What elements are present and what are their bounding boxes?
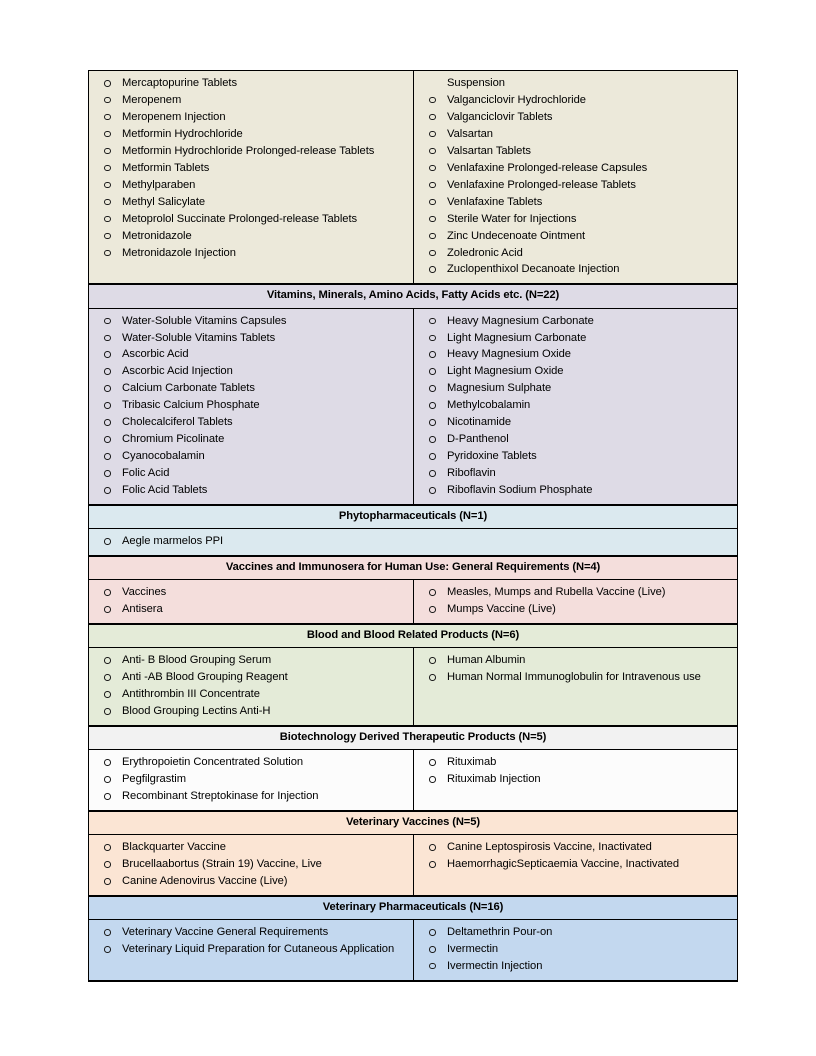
column-left: [89, 71, 414, 283]
monograph-list-left: [94, 533, 732, 549]
list-item[interactable]: [419, 941, 732, 957]
list-item-label: Human Normal Immunoglobulin for Intravenous use: [447, 671, 701, 684]
category-section-blood-products: [89, 624, 737, 726]
list-item-label: Water-Soluble Vitamins Capsules: [122, 314, 287, 327]
list-item-label: Rituximab: [447, 756, 497, 769]
section-body-continued-alphabetical: [89, 71, 737, 284]
section-header-phytopharmaceuticals: Phytopharmaceuticals (N=1): [89, 505, 737, 529]
list-item-label: Antithrombin III Concentrate: [122, 688, 260, 701]
list-item[interactable]: [94, 703, 408, 719]
monograph-list-left: [94, 754, 408, 804]
list-item[interactable]: [419, 177, 732, 193]
list-item[interactable]: [94, 431, 408, 447]
monograph-list-right: [419, 839, 732, 872]
monograph-list-left: [94, 652, 408, 719]
list-item-label: Cholecalciferol Tablets: [122, 416, 233, 429]
list-item[interactable]: [94, 245, 408, 261]
list-item-label: Methylparaben: [122, 178, 196, 191]
list-item[interactable]: [419, 652, 732, 668]
column-left: [89, 648, 414, 725]
list-item-label: Folic Acid Tablets: [122, 484, 208, 497]
bullet-circle-icon: [429, 402, 436, 409]
list-item[interactable]: [419, 160, 732, 176]
list-item-label: Blackquarter Vaccine: [122, 841, 226, 854]
list-item[interactable]: [419, 465, 732, 481]
list-item[interactable]: [419, 958, 732, 974]
bullet-circle-icon: [429, 929, 436, 936]
list-item-label: Antisera: [122, 603, 163, 616]
list-item-label: Riboflavin Sodium Phosphate: [447, 484, 593, 497]
list-item-label: Tribasic Calcium Phosphate: [122, 399, 260, 412]
bullet-circle-icon: [429, 165, 436, 172]
list-item-label: Meropenem: [122, 93, 182, 106]
bullet-circle-icon: [104, 131, 111, 138]
list-item[interactable]: [94, 941, 408, 957]
list-item-label: Mumps Vaccine (Live): [447, 603, 556, 616]
list-item-label: Sterile Water for Injections: [447, 212, 577, 225]
section-body-veterinary-pharmaceuticals: [89, 920, 737, 981]
monograph-list-left: [94, 313, 408, 499]
list-item[interactable]: [94, 839, 408, 855]
list-item[interactable]: [94, 346, 408, 362]
bullet-circle-icon: [429, 606, 436, 613]
list-item-label: Metoprolol Succinate Prolonged-release Tablets: [122, 212, 358, 225]
list-item-label: Metformin Hydrochloride: [122, 127, 243, 140]
list-item-label: Light Magnesium Oxide: [447, 365, 564, 378]
bullet-circle-icon: [104, 929, 111, 936]
list-item-label: Mercaptopurine Tablets: [122, 77, 237, 89]
bullet-circle-icon: [429, 131, 436, 138]
bullet-circle-icon: [104, 708, 111, 715]
column-left: [89, 750, 414, 810]
list-item-label: Anti -AB Blood Grouping Reagent: [122, 671, 288, 684]
list-item[interactable]: [419, 754, 732, 770]
bullet-circle-icon: [104, 402, 111, 409]
bullet-circle-icon: [429, 250, 436, 257]
bullet-circle-icon: [104, 844, 111, 851]
bullet-circle-icon: [104, 470, 111, 477]
bullet-circle-icon: [429, 114, 436, 121]
list-item-label: Veterinary Liquid Preparation for Cutaneous Application: [122, 943, 395, 956]
list-item[interactable]: [94, 397, 408, 413]
list-item[interactable]: [94, 482, 408, 498]
list-item[interactable]: [419, 669, 732, 685]
bullet-circle-icon: [104, 182, 111, 189]
list-item[interactable]: [94, 686, 408, 702]
list-item[interactable]: [419, 448, 732, 464]
monograph-list-right: [419, 754, 732, 787]
bullet-circle-icon: [104, 419, 111, 426]
list-item-label: Venlafaxine Tablets: [447, 195, 543, 208]
column-right: [414, 835, 737, 895]
list-item[interactable]: [94, 465, 408, 481]
list-item[interactable]: [419, 245, 732, 261]
list-item[interactable]: [419, 363, 732, 379]
list-item-label: Metronidazole: [122, 229, 192, 242]
list-item[interactable]: [94, 211, 408, 227]
list-item[interactable]: [419, 482, 732, 498]
bullet-circle-icon: [429, 199, 436, 206]
list-item[interactable]: [94, 330, 408, 346]
list-item-label: Rituximab Injection: [447, 773, 541, 786]
bullet-circle-icon: [104, 606, 111, 613]
bullet-circle-icon: [429, 318, 436, 325]
list-item-label: Water-Soluble Vitamins Tablets: [122, 331, 276, 344]
section-body-vitamins-minerals: [89, 309, 737, 505]
list-item[interactable]: [94, 924, 408, 940]
monograph-list-right: [419, 584, 732, 617]
bullet-circle-icon: [104, 589, 111, 596]
list-item-label: Metformin Hydrochloride Prolonged-release Tablets: [122, 144, 375, 157]
bullet-circle-icon: [429, 657, 436, 664]
list-item-label: HaemorrhagicSepticaemia Vaccine, Inactivated: [447, 858, 680, 871]
list-item[interactable]: [94, 584, 408, 600]
list-item-label: Calcium Carbonate Tablets: [122, 382, 255, 395]
list-item-label: Recombinant Streptokinase for Injection: [122, 790, 319, 803]
bullet-circle-icon: [429, 148, 436, 155]
list-item[interactable]: [94, 92, 408, 108]
bullet-circle-icon: [104, 657, 111, 664]
column-single: [89, 529, 737, 555]
monograph-list-right: [419, 313, 732, 499]
bullet-circle-icon: [104, 114, 111, 121]
bullet-circle-icon: [429, 335, 436, 342]
list-item-label: Light Magnesium Carbonate: [447, 331, 587, 344]
list-item-label: Veterinary Vaccine General Requirements: [122, 926, 329, 939]
column-right: [414, 920, 737, 980]
list-item[interactable]: [94, 160, 408, 176]
list-item[interactable]: [94, 771, 408, 787]
category-section-vitamins-minerals: [89, 284, 737, 505]
list-item[interactable]: [94, 126, 408, 142]
section-header-vaccines-immunosera: Vaccines and Immunosera for Human Use: General Requirements (N=4): [89, 556, 737, 580]
list-item[interactable]: [419, 414, 732, 430]
list-item-label: Deltamethrin Pour-on: [447, 926, 553, 939]
list-item-label: Zinc Undecenoate Ointment: [447, 229, 586, 242]
section-body-phytopharmaceuticals: [89, 529, 737, 556]
bullet-circle-icon: [104, 776, 111, 783]
list-item[interactable]: [419, 584, 732, 600]
list-item-label: Magnesium Sulphate: [447, 382, 552, 395]
list-item[interactable]: [419, 330, 732, 346]
list-item-label: Human Albumin: [447, 654, 526, 667]
bullet-circle-icon: [104, 453, 111, 460]
bullet-circle-icon: [104, 436, 111, 443]
bullet-circle-icon: [104, 318, 111, 325]
list-item-label: Ascorbic Acid: [122, 348, 189, 361]
list-item-label: D-Panthenol: [447, 433, 509, 446]
list-item-label: Valganciclovir Tablets: [447, 110, 553, 123]
bullet-circle-icon: [429, 946, 436, 953]
bullet-circle-icon: [429, 182, 436, 189]
column-left: [89, 580, 414, 623]
column-left: [89, 920, 414, 980]
bullet-circle-icon: [429, 385, 436, 392]
list-item[interactable]: [419, 346, 732, 362]
list-item[interactable]: [419, 924, 732, 940]
list-item-label: Zoledronic Acid: [447, 246, 523, 259]
monograph-list-right: [419, 652, 732, 685]
list-item[interactable]: [419, 75, 732, 91]
list-item[interactable]: [94, 873, 408, 889]
column-right: [414, 750, 737, 810]
list-item-label: Heavy Magnesium Carbonate: [447, 314, 594, 327]
list-item[interactable]: [94, 143, 408, 159]
list-item[interactable]: [419, 839, 732, 855]
column-left: [89, 309, 414, 504]
bullet-circle-icon: [104, 538, 111, 545]
list-item-label: Riboflavin: [447, 467, 496, 480]
monograph-list-right: [419, 924, 732, 974]
list-item[interactable]: [94, 414, 408, 430]
bullet-circle-icon: [104, 97, 111, 104]
list-item-label: Valganciclovir Hydrochloride: [447, 93, 586, 106]
bullet-circle-icon: [429, 861, 436, 868]
list-item-label: Folic Acid: [122, 467, 170, 480]
monograph-list-left: [94, 924, 408, 957]
column-left: [89, 835, 414, 895]
list-item-label: Anti- B Blood Grouping Serum: [122, 654, 272, 667]
category-section-biotechnology-derived: [89, 726, 737, 811]
bullet-circle-icon: [104, 199, 111, 206]
list-item-label: Erythropoietin Concentrated Solution: [122, 756, 304, 769]
list-item-label: Methylcobalamin: [447, 399, 531, 412]
list-item[interactable]: [94, 601, 408, 617]
list-item-label: Pegfilgrastim: [122, 773, 187, 786]
bullet-circle-icon: [104, 368, 111, 375]
list-item[interactable]: [94, 788, 408, 804]
list-item[interactable]: [419, 313, 732, 329]
section-header-biotechnology-derived: Biotechnology Derived Therapeutic Products (N=5): [89, 726, 737, 750]
column-right: [414, 580, 737, 623]
section-header-veterinary-pharmaceuticals: Veterinary Pharmaceuticals (N=16): [89, 896, 737, 920]
list-item[interactable]: [419, 431, 732, 447]
list-item[interactable]: [419, 856, 732, 872]
section-header-veterinary-vaccines: Veterinary Vaccines (N=5): [89, 811, 737, 835]
section-body-blood-products: [89, 648, 737, 726]
bullet-circle-icon: [104, 793, 111, 800]
list-item[interactable]: [94, 754, 408, 770]
list-item[interactable]: [419, 92, 732, 108]
bullet-circle-icon: [104, 165, 111, 172]
list-item[interactable]: [94, 194, 408, 210]
bullet-circle-icon: [429, 216, 436, 223]
bullet-circle-icon: [104, 878, 111, 885]
bullet-circle-icon: [104, 487, 111, 494]
bullet-circle-icon: [429, 589, 436, 596]
bullet-circle-icon: [429, 419, 436, 426]
list-item-label: Pyridoxine Tablets: [447, 450, 537, 463]
list-item-label: Canine Leptospirosis Vaccine, Inactivated: [447, 841, 652, 854]
list-item[interactable]: [94, 652, 408, 668]
list-item-label: Venlafaxine Prolonged-release Tablets: [447, 178, 636, 191]
column-right: [414, 648, 737, 725]
list-item-label: Venlafaxine Prolonged-release Capsules: [447, 161, 648, 174]
list-item-label: Nicotinamide: [447, 416, 512, 429]
bullet-circle-icon: [104, 385, 111, 392]
column-right: [414, 309, 737, 504]
list-item-label: Ascorbic Acid Injection: [122, 365, 233, 378]
list-item-label: Aegle marmelos PPI: [122, 535, 224, 548]
bullet-circle-icon: [429, 776, 436, 783]
monograph-category-table: [88, 70, 738, 982]
section-header-vitamins-minerals: Vitamins, Minerals, Amino Acids, Fatty Acids etc. (N=22): [89, 284, 737, 308]
bullet-circle-icon: [429, 470, 436, 477]
bullet-circle-icon: [429, 453, 436, 460]
section-body-vaccines-immunosera: [89, 580, 737, 624]
list-item-label: Heavy Magnesium Oxide: [447, 348, 571, 361]
list-item-label: Canine Adenovirus Vaccine (Live): [122, 875, 288, 888]
list-item[interactable]: [419, 143, 732, 159]
list-item-label: Ivermectin: [447, 943, 499, 956]
monograph-list-left: [94, 584, 408, 617]
section-header-blood-products: Blood and Blood Related Products (N=6): [89, 624, 737, 648]
bullet-circle-icon: [429, 97, 436, 104]
bullet-circle-icon: [104, 674, 111, 681]
list-item-label: Ivermectin Injection: [447, 959, 543, 972]
bullet-circle-icon: [104, 335, 111, 342]
list-item[interactable]: [419, 211, 732, 227]
list-item-label: Zuclopenthixol Decanoate Injection: [447, 263, 620, 276]
list-item[interactable]: [419, 109, 732, 125]
list-item[interactable]: [94, 448, 408, 464]
list-item-label: Metronidazole Injection: [122, 246, 236, 259]
list-item[interactable]: [419, 397, 732, 413]
bullet-circle-icon: [104, 759, 111, 766]
section-body-biotechnology-derived: [89, 750, 737, 811]
list-item[interactable]: [94, 856, 408, 872]
list-item-label: Valsartan Tablets: [447, 144, 531, 157]
list-item[interactable]: [94, 669, 408, 685]
bullet-circle-icon: [429, 674, 436, 681]
bullet-circle-icon: [429, 759, 436, 766]
bullet-circle-icon: [104, 691, 111, 698]
list-item-label: Valsartan: [447, 127, 493, 140]
bullet-circle-icon: [104, 80, 111, 87]
list-item[interactable]: [419, 771, 732, 787]
monograph-list-left: [94, 75, 408, 261]
list-item-label: Blood Grouping Lectins Anti-H: [122, 705, 271, 718]
monograph-list-right: [419, 75, 732, 278]
list-item-label: Meropenem Injection: [122, 110, 226, 123]
list-item[interactable]: [94, 228, 408, 244]
list-item[interactable]: [94, 75, 408, 91]
list-item-label: Metformin Tablets: [122, 161, 210, 174]
bullet-circle-icon: [104, 148, 111, 155]
list-item[interactable]: [419, 601, 732, 617]
bullet-circle-icon: [429, 487, 436, 494]
list-item[interactable]: [94, 109, 408, 125]
bullet-circle-icon: [429, 368, 436, 375]
list-item[interactable]: [94, 313, 408, 329]
list-item-label: Chromium Picolinate: [122, 433, 225, 446]
section-body-veterinary-vaccines: [89, 835, 737, 896]
category-section-continued-alphabetical: [89, 71, 737, 284]
bullet-circle-icon: [429, 436, 436, 443]
list-item[interactable]: [419, 380, 732, 396]
bullet-circle-icon: [104, 250, 111, 257]
list-item[interactable]: [419, 228, 732, 244]
list-item-label: Brucellaabortus (Strain 19) Vaccine, Live: [122, 858, 322, 871]
bullet-circle-icon: [429, 844, 436, 851]
list-item[interactable]: [419, 194, 732, 210]
category-section-veterinary-pharmaceuticals: [89, 896, 737, 981]
bullet-circle-icon: [104, 233, 111, 240]
bullet-circle-icon: [429, 963, 436, 970]
list-item-label: Vaccines: [122, 586, 167, 599]
list-item[interactable]: [419, 261, 732, 277]
bullet-circle-icon: [104, 946, 111, 953]
bullet-circle-icon: [104, 216, 111, 223]
list-item[interactable]: [419, 126, 732, 142]
list-item[interactable]: [94, 533, 732, 549]
list-item[interactable]: [94, 380, 408, 396]
bullet-circle-icon: [429, 266, 436, 273]
bullet-circle-icon: [104, 861, 111, 868]
category-section-vaccines-immunosera: [89, 556, 737, 624]
monograph-list-left: [94, 839, 408, 889]
list-item-label: Suspension: [447, 77, 505, 89]
category-section-veterinary-vaccines: [89, 811, 737, 896]
bullet-circle-icon: [104, 351, 111, 358]
list-item-label: Methyl Salicylate: [122, 195, 206, 208]
list-item-label: Measles, Mumps and Rubella Vaccine (Live): [447, 586, 666, 599]
column-right: [414, 71, 737, 283]
category-section-phytopharmaceuticals: [89, 505, 737, 556]
list-item[interactable]: [94, 177, 408, 193]
list-item[interactable]: [94, 363, 408, 379]
bullet-circle-icon: [429, 351, 436, 358]
list-item-label: Cyanocobalamin: [122, 450, 205, 463]
bullet-circle-icon: [429, 233, 436, 240]
